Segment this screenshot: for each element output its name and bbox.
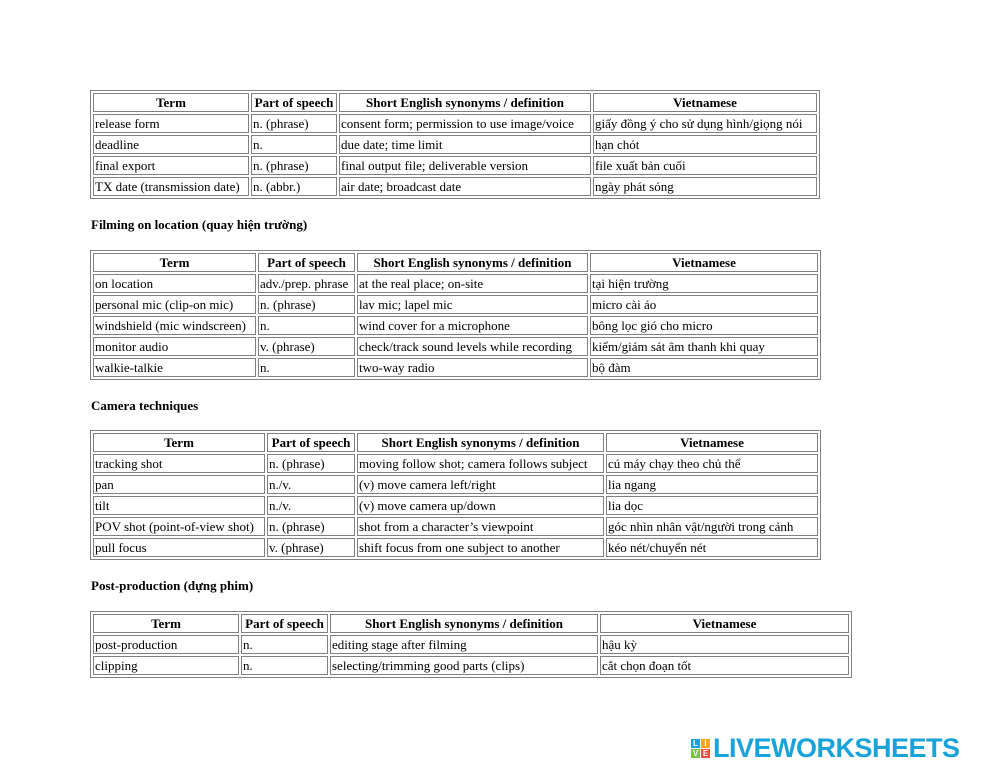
cell-term: on location xyxy=(93,274,256,293)
table-row xyxy=(93,114,817,133)
cell-term: clipping xyxy=(93,656,239,675)
section-heading-filming: Filming on location (quay hiện trường) xyxy=(91,217,308,232)
header-term: Term xyxy=(93,433,265,452)
table-row xyxy=(93,358,818,377)
cell-definition: shot from a character’s viewpoint xyxy=(357,517,604,536)
cell-pos: n. xyxy=(241,656,328,675)
cell-vietnamese: lia ngang xyxy=(606,475,818,494)
header-term: Term xyxy=(93,93,249,112)
header-pos: Part of speech xyxy=(258,253,355,272)
cell-term: windshield (mic windscreen) xyxy=(93,316,256,335)
header-vietnamese: Vietnamese xyxy=(593,93,817,112)
cell-pos: n. (abbr.) xyxy=(251,177,337,196)
cell-pos: n. (phrase) xyxy=(267,454,355,473)
header-pos: Part of speech xyxy=(241,614,328,633)
logo-mark-l: L xyxy=(691,739,700,748)
table-row xyxy=(93,635,849,654)
cell-vietnamese: bông lọc gió cho micro xyxy=(590,316,818,335)
cell-term: pan xyxy=(93,475,265,494)
cell-definition: two-way radio xyxy=(357,358,588,377)
cell-definition: check/track sound levels while recording xyxy=(357,337,588,356)
header-definition: Short English synonyms / definition xyxy=(330,614,598,633)
vocab-table-4 xyxy=(90,611,852,678)
header-definition: Short English synonyms / definition xyxy=(339,93,591,112)
table-row xyxy=(93,156,817,175)
cell-definition: wind cover for a microphone xyxy=(357,316,588,335)
vocab-table-2 xyxy=(90,250,821,380)
cell-term: tracking shot xyxy=(93,454,265,473)
cell-term: post-production xyxy=(93,635,239,654)
cell-vietnamese: tại hiện trường xyxy=(590,274,818,293)
table-row xyxy=(93,517,818,536)
cell-vietnamese: giấy đồng ý cho sử dụng hình/giọng nói xyxy=(593,114,817,133)
cell-pos: n. (phrase) xyxy=(251,114,337,133)
cell-vietnamese: hậu kỳ xyxy=(600,635,849,654)
table-header-row xyxy=(93,614,849,633)
section-heading-post-production: Post-production (dựng phim) xyxy=(91,578,254,593)
cell-vietnamese: micro cài áo xyxy=(590,295,818,314)
table-row xyxy=(93,274,818,293)
header-definition: Short English synonyms / definition xyxy=(357,433,604,452)
cell-definition: moving follow shot; camera follows subject xyxy=(357,454,604,473)
header-vietnamese: Vietnamese xyxy=(606,433,818,452)
table-row xyxy=(93,496,818,515)
cell-pos: v. (phrase) xyxy=(267,538,355,557)
cell-vietnamese: kiểm/giám sát âm thanh khi quay xyxy=(590,337,818,356)
cell-pos: n. (phrase) xyxy=(267,517,355,536)
cell-term: POV shot (point-of-view shot) xyxy=(93,517,265,536)
table-row xyxy=(93,135,817,154)
cell-definition: shift focus from one subject to another xyxy=(357,538,604,557)
header-pos: Part of speech xyxy=(267,433,355,452)
cell-vietnamese: góc nhìn nhân vật/người trong cảnh xyxy=(606,517,818,536)
cell-definition: at the real place; on-site xyxy=(357,274,588,293)
cell-term: release form xyxy=(93,114,249,133)
cell-term: deadline xyxy=(93,135,249,154)
logo-mark-v: V xyxy=(692,748,699,758)
table-row xyxy=(93,656,849,675)
cell-definition: final output file; deliverable version xyxy=(339,156,591,175)
cell-term: walkie-talkie xyxy=(93,358,256,377)
cell-term: final export xyxy=(93,156,249,175)
cell-definition: (v) move camera left/right xyxy=(357,475,604,494)
logo-text: LIVEWORKSHEETS xyxy=(713,732,960,763)
table-row xyxy=(93,295,818,314)
cell-pos: n./v. xyxy=(267,475,355,494)
cell-pos: n. xyxy=(251,135,337,154)
table-row xyxy=(93,475,818,494)
table-header-row xyxy=(93,433,818,452)
liveworksheets-logo[interactable] xyxy=(691,733,960,763)
table-header-row xyxy=(93,253,818,272)
section-heading-camera: Camera techniques xyxy=(91,398,199,413)
cell-vietnamese: lia dọc xyxy=(606,496,818,515)
cell-pos: n. (phrase) xyxy=(251,156,337,175)
cell-definition: due date; time limit xyxy=(339,135,591,154)
cell-pos: n./v. xyxy=(267,496,355,515)
cell-pos: v. (phrase) xyxy=(258,337,355,356)
table-row xyxy=(93,337,818,356)
cell-definition: consent form; permission to use image/voice xyxy=(339,114,591,133)
table-row xyxy=(93,316,818,335)
cell-vietnamese: cắt chọn đoạn tốt xyxy=(600,656,849,675)
header-term: Term xyxy=(93,614,239,633)
cell-vietnamese: hạn chót xyxy=(593,135,817,154)
table-header-row xyxy=(93,93,817,112)
cell-term: tilt xyxy=(93,496,265,515)
cell-vietnamese: cú máy chạy theo chủ thể xyxy=(606,454,818,473)
cell-pos: adv./prep. phrase xyxy=(258,274,355,293)
cell-pos: n. xyxy=(241,635,328,654)
header-vietnamese: Vietnamese xyxy=(590,253,818,272)
cell-definition: editing stage after filming xyxy=(330,635,598,654)
logo-mark-icon xyxy=(691,739,710,758)
cell-term: monitor audio xyxy=(93,337,256,356)
cell-vietnamese: file xuất bản cuối xyxy=(593,156,817,175)
cell-term: pull focus xyxy=(93,538,265,557)
logo-mark-e: E xyxy=(702,748,709,758)
table-row xyxy=(93,454,818,473)
cell-definition: (v) move camera up/down xyxy=(357,496,604,515)
cell-pos: n. (phrase) xyxy=(258,295,355,314)
cell-definition: selecting/trimming good parts (clips) xyxy=(330,656,598,675)
cell-vietnamese: kéo nét/chuyển nét xyxy=(606,538,818,557)
cell-definition: air date; broadcast date xyxy=(339,177,591,196)
cell-pos: n. xyxy=(258,316,355,335)
logo-mark-i: I xyxy=(701,739,710,748)
cell-pos: n. xyxy=(258,358,355,377)
vocab-table-3 xyxy=(90,430,821,560)
vocab-table-1 xyxy=(90,90,820,199)
header-definition: Short English synonyms / definition xyxy=(357,253,588,272)
cell-definition: lav mic; lapel mic xyxy=(357,295,588,314)
header-pos: Part of speech xyxy=(251,93,337,112)
cell-vietnamese: ngày phát sóng xyxy=(593,177,817,196)
header-vietnamese: Vietnamese xyxy=(600,614,849,633)
header-term: Term xyxy=(93,253,256,272)
table-row xyxy=(93,177,817,196)
cell-term: TX date (transmission date) xyxy=(93,177,249,196)
cell-term: personal mic (clip-on mic) xyxy=(93,295,256,314)
table-row xyxy=(93,538,818,557)
cell-vietnamese: bộ đàm xyxy=(590,358,818,377)
